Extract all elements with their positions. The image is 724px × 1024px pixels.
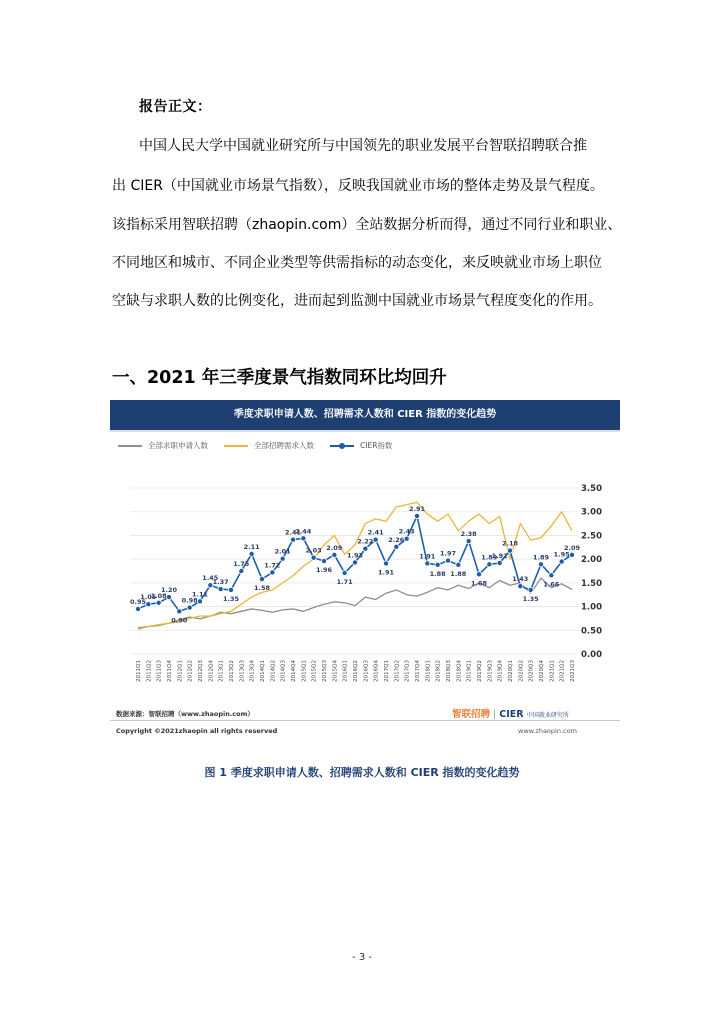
cier-point [383, 561, 388, 566]
cier-data-label: 1.35 [222, 594, 240, 603]
chart-banner-strip [110, 430, 620, 432]
cier-data-label: 1.97 [439, 549, 457, 558]
x-tick-label: 2017Q2 [394, 660, 401, 682]
legend-swatch-applicants [118, 445, 142, 447]
x-tick-label: 2020Q1 [508, 660, 514, 682]
legend-label-applicants: 全部求职申请人数 [148, 441, 208, 450]
x-tick-label: 2016Q3 [363, 660, 370, 682]
cier-point [177, 609, 182, 614]
cier-data-label: 1.89 [481, 553, 498, 562]
cier-data-label: 1.75 [233, 560, 250, 568]
x-tick-label: 2021Q3 [570, 660, 576, 682]
cier-point [559, 559, 564, 564]
cier-point [507, 548, 512, 553]
cier-data-label: 1.37 [212, 578, 229, 587]
cier-point [228, 587, 233, 592]
paragraph-line-1: 中国人民大学中国就业研究所与中国领先的职业发展平台智联招聘联合推 [139, 138, 587, 154]
y-tick-label: 1.50 [581, 578, 602, 589]
cier-point [342, 570, 347, 575]
x-tick-label: 2019Q3 [487, 660, 494, 682]
cier-data-label: 2.09 [563, 543, 581, 552]
x-tick-label: 2017Q3 [404, 660, 411, 682]
cier-data-label: 1.92 [491, 551, 508, 560]
copyright-note: Copyright ©2021zhaopin all rights reserved [116, 727, 278, 735]
y-tick-label: 0.00 [581, 650, 602, 660]
cier-trend-chart [110, 460, 620, 706]
cier-data-label: 1.91 [377, 568, 395, 577]
cier-data-label: 2.91 [408, 504, 426, 513]
y-tick-label: 2.50 [581, 531, 602, 542]
cier-data-label: 1.05 [140, 593, 157, 602]
cier-data-label: 0.95 [129, 597, 147, 606]
x-tick-label: 2013Q1 [218, 660, 225, 682]
legend-item-applicants [118, 440, 228, 452]
legend-label-cier: CIER指数 [360, 441, 393, 450]
report-body-heading: 报告正文： [139, 99, 212, 115]
cier-point [528, 587, 533, 592]
x-tick-label: 2018Q2 [435, 660, 442, 682]
cier-point [394, 544, 399, 549]
cier-data-label: 1.89 [532, 553, 550, 562]
cier-data-label: 1.35 [522, 594, 539, 603]
cier-point [414, 513, 419, 518]
x-tick-label: 2016Q4 [373, 660, 380, 682]
cier-data-label: 2.44 [295, 527, 312, 536]
cier-point [373, 537, 378, 542]
x-tick-label: 2020Q3 [528, 660, 535, 682]
x-tick-label: 2020Q4 [539, 660, 545, 682]
y-tick-label: 3.50 [581, 484, 602, 494]
x-tick-label: 2021Q2 [559, 660, 566, 682]
cier-data-label: 2.01 [274, 547, 291, 556]
website-note: www.zhaopin.com [518, 727, 577, 735]
x-tick-label: 2016Q2 [353, 660, 359, 682]
cier-data-label: 1.45 [202, 574, 219, 583]
x-tick-label: 2011Q4 [167, 660, 173, 682]
cier-data-label: 1.20 [160, 586, 178, 595]
cier-point [290, 537, 295, 542]
cier-point [187, 605, 192, 610]
cier-point [332, 552, 337, 557]
data-source-note: 数据来源：智联招聘（www.zhaopin.com） [116, 710, 254, 718]
cier-logo-subtitle: 中国就业研究所 [526, 712, 569, 719]
x-tick-label: 2019Q2 [477, 660, 483, 682]
logo-separator: | [493, 709, 497, 720]
cier-point [363, 546, 368, 551]
cier-data-label: 2.41 [284, 528, 302, 537]
cier-point [476, 572, 481, 577]
cier-point [445, 558, 450, 563]
series-line-applicants [138, 578, 572, 628]
cier-data-label: 1.11 [191, 590, 209, 599]
cier-data-label: 1.72 [264, 561, 281, 570]
figure-caption: 图 1 季度求职申请人数、招聘需求人数和 CIER 指数的变化趋势 [204, 766, 520, 779]
cier-point [166, 594, 171, 599]
x-tick-label: 2019Q1 [466, 660, 473, 682]
cier-point [497, 560, 502, 565]
cier-data-label: 1.68 [470, 579, 488, 588]
cier-point [259, 576, 264, 581]
x-tick-label: 2017Q1 [384, 660, 390, 682]
x-tick-label: 2015Q3 [322, 660, 328, 682]
cier-data-label: 0.90 [171, 616, 188, 625]
cier-data-label: 2.09 [326, 543, 343, 552]
x-tick-label: 2014Q4 [291, 660, 297, 682]
cier-point [197, 599, 202, 604]
cier-point [487, 562, 492, 567]
x-tick-label: 2013Q2 [229, 660, 235, 682]
cier-point [301, 536, 306, 541]
brand-logo [452, 706, 569, 720]
figure-divider [110, 720, 620, 721]
x-tick-label: 2012Q1 [177, 660, 184, 682]
cier-point [518, 584, 523, 589]
x-tick-label: 2011Q3 [156, 660, 163, 682]
cier-point [435, 562, 440, 567]
x-tick-label: 2014Q3 [280, 660, 287, 682]
cier-point [146, 602, 151, 607]
x-tick-label: 2012Q4 [208, 660, 215, 682]
cier-data-label: 0.98 [181, 596, 198, 605]
paragraph-line-5: 空缺与求职人数的比例变化，进而起到监测中国就业市场景气程度变化的作用。 [112, 293, 602, 309]
series-line-demand [138, 502, 572, 629]
cier-data-label: 1.88 [450, 569, 467, 578]
cier-point [135, 606, 140, 611]
x-tick-label: 2018Q3 [446, 660, 452, 682]
cier-logo-text: CIER [499, 709, 524, 720]
cier-point [321, 558, 326, 563]
paragraph-line-3: 该指标采用智联招聘（zhaopin.com）全站数据分析而得，通过不同行业和职业、 [112, 217, 622, 233]
cier-point [352, 560, 357, 565]
x-tick-label: 2013Q4 [249, 660, 256, 682]
x-tick-label: 2017Q4 [415, 660, 421, 682]
x-tick-label: 2013Q3 [239, 660, 246, 682]
legend-label-demand: 全部招聘需求人数 [254, 441, 314, 450]
legend-item-cier [330, 440, 440, 452]
x-tick-label: 2020Q2 [518, 660, 525, 682]
cier-point [404, 536, 409, 541]
cier-point [466, 539, 471, 544]
cier-data-label: 2.38 [460, 530, 477, 539]
cier-data-label: 2.03 [305, 546, 322, 555]
x-tick-label: 2018Q1 [425, 660, 432, 682]
cier-point [569, 552, 574, 557]
cier-point [538, 562, 543, 567]
cier-data-label: 1.91 [419, 552, 436, 561]
chart-banner-title: 季度求职申请人数、招聘需求人数和 CIER 指数的变化趋势 [110, 400, 620, 430]
cier-data-label: 1.71 [336, 577, 353, 586]
legend-item-demand [224, 440, 334, 452]
cier-point [156, 600, 161, 605]
cier-data-label: 2.41 [367, 528, 384, 537]
x-tick-label: 2014Q1 [260, 660, 266, 682]
cier-point [239, 568, 244, 573]
cier-point [311, 555, 316, 560]
y-tick-label: 3.00 [581, 507, 602, 518]
x-tick-label: 2015Q1 [301, 660, 308, 682]
x-tick-label: 2011Q2 [146, 660, 153, 682]
y-tick-label: 2.00 [581, 555, 602, 566]
x-tick-label: 2012Q2 [187, 660, 194, 682]
zhilian-logo-text: 智联招聘 [452, 709, 491, 720]
cier-data-label: 1.96 [315, 566, 333, 575]
cier-data-label: 1.66 [543, 580, 560, 589]
cier-data-label: 2.11 [243, 542, 260, 551]
x-tick-label: 2014Q2 [270, 660, 277, 682]
cier-point [549, 573, 554, 578]
cier-data-label: 2.43 [398, 527, 415, 536]
cier-data-label: 2.26 [388, 535, 405, 544]
x-tick-label: 2012Q3 [198, 660, 204, 682]
paragraph-line-2: 出 CIER（中国就业市场景气指数），反映我国就业市场的整体走势及景气程度。 [112, 178, 604, 194]
cier-data-label: 2.22 [357, 537, 374, 546]
legend-swatch-demand [224, 445, 248, 447]
cier-data-label: 1.08 [150, 591, 167, 600]
cier-point [218, 586, 223, 591]
cier-point [270, 570, 275, 575]
y-tick-label: 1.00 [581, 602, 602, 613]
x-tick-label: 2019Q4 [497, 660, 504, 682]
cier-data-label: 1.43 [512, 575, 529, 584]
x-tick-label: 2016Q1 [342, 660, 349, 682]
cier-data-label: 1.93 [346, 551, 364, 560]
cier-data-label: 1.58 [253, 584, 271, 593]
cier-point [280, 556, 285, 561]
cier-data-label: 2.18 [501, 539, 519, 548]
paragraph-line-4: 不同地区和城市、不同企业类型等供需指标的动态变化，来反映就业市场上职位 [112, 255, 602, 271]
cier-point [456, 562, 461, 567]
x-tick-label: 2011Q1 [136, 660, 142, 682]
cier-data-label: 1.95 [553, 550, 570, 559]
legend-marker-cier [339, 443, 345, 449]
x-tick-label: 2015Q2 [311, 660, 318, 682]
y-tick-label: 0.50 [581, 626, 602, 637]
x-tick-label: 2018Q4 [456, 660, 463, 682]
page-number: - 3 - [352, 952, 372, 963]
section-title: 一、2021 年三季度景气指数同环比均回升 [112, 368, 447, 388]
cier-point [425, 561, 430, 566]
x-tick-label: 2015Q4 [332, 660, 339, 682]
cier-point [249, 551, 254, 556]
cier-data-label: 1.88 [429, 569, 446, 578]
x-tick-label: 2021Q1 [549, 660, 556, 682]
